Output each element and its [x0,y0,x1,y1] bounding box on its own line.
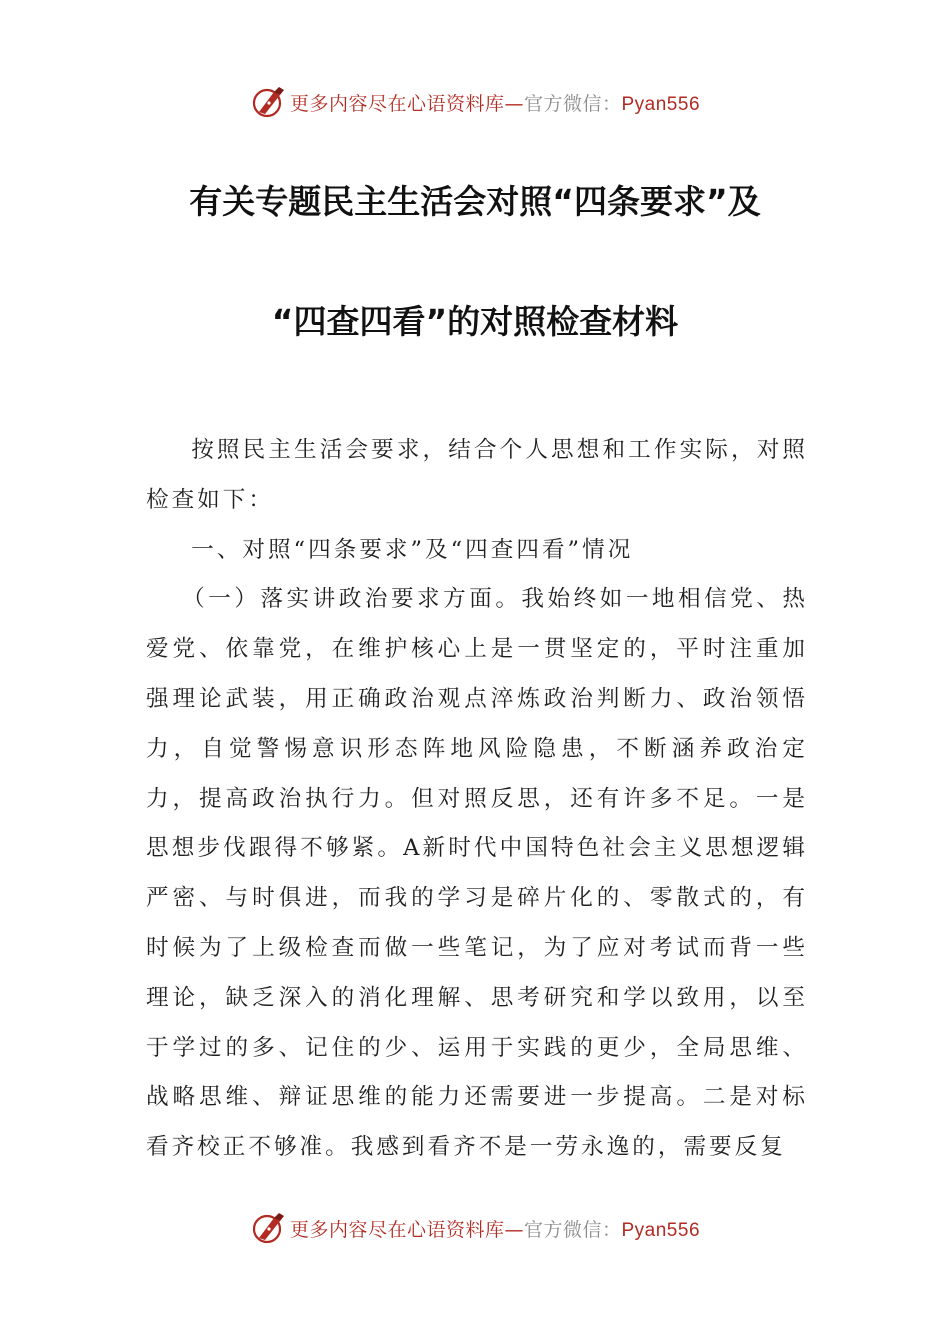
document-body [146,426,808,1173]
footer-watermark [0,1210,950,1246]
section-heading: 一、对照“四条要求”及“四查四看”情况 [191,536,634,563]
watermark-text: 更多内容尽在心语资料库—官方微信：Pyan556 [289,1218,701,1241]
intro-paragraph: 按照民主生活会要求，结合个人思想和工作实际，对照检查如下： [146,437,808,513]
header-watermark [0,84,950,120]
pen-nib-logo-icon [250,84,288,120]
document-title-line-2: “四查四看”的对照检查材料 [271,302,679,341]
body-paragraph: （一）落实讲政治要求方面。我始终如一地相信党、热爱党、依靠党，在维护核心上是一贯坚定的，平时注重加强理论武装，用正确政治观点淬炼政治判断力、政治领悟力，自觉警惕意识形态阵地风险隐患，不断涵养政治定力，提高政治执行力。但对照反思，还有许多不足。一是思想步伐跟得不够紧。A新时代中国特色社会主义思想逻辑严密、与时俱进，而我的学习是碎片化的、零散式的，有时候为了上级检查而做一些笔记，为了应对考试而背一些理论，缺乏深入的消化理解、思考研究和学以致用，以至于学过的多、记住的少、运用于实践的更少，全局思维、战略思维、辩证思维的能力还需要进一步提高。二是对标看齐校正不够准。我感到看齐不是一劳永逸的，需要反复 [146,586,808,1161]
pen-nib-logo-icon [250,1210,288,1246]
document-title-line-1: 有关专题民主生活会对照“四条要求”及 [189,182,761,221]
watermark-text: 更多内容尽在心语资料库—官方微信：Pyan556 [289,92,701,115]
